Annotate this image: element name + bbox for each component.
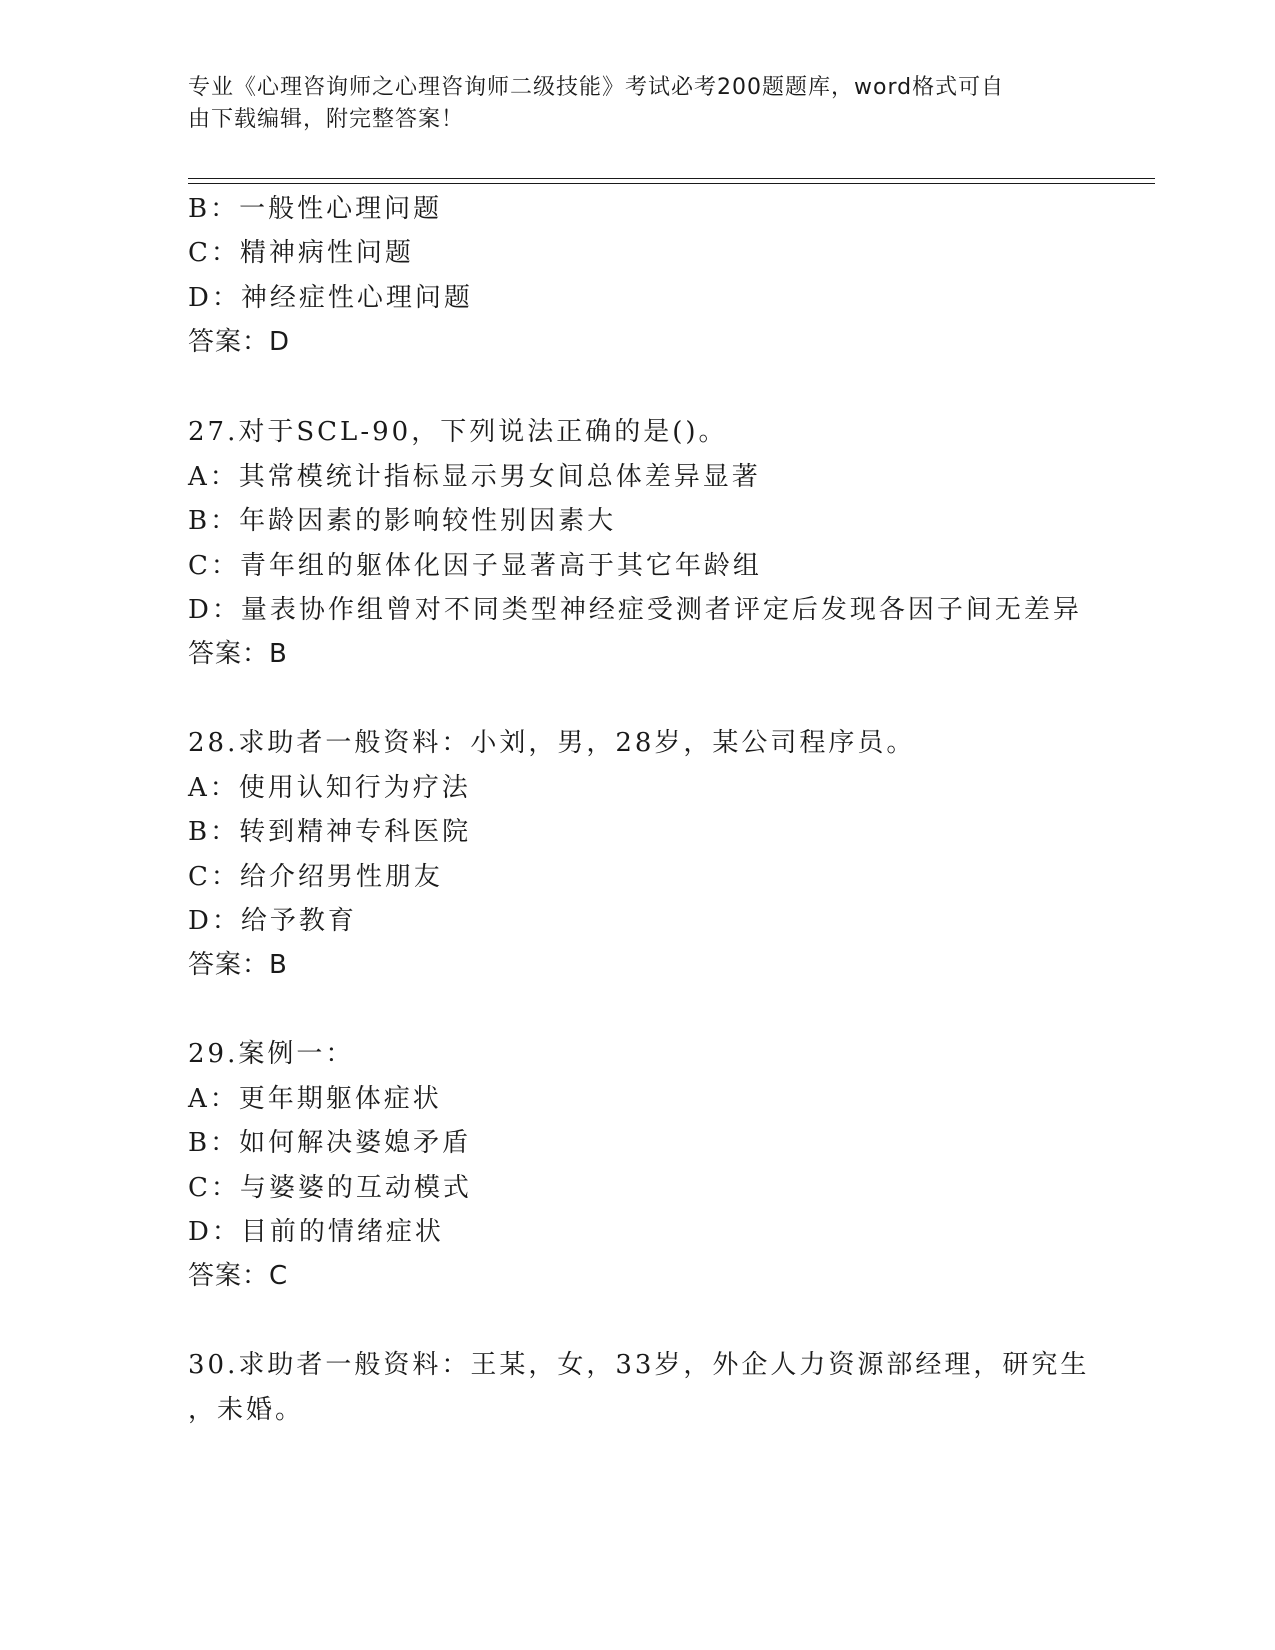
q26-option-d: D：神经症性心理问题 [188,283,473,313]
q28-answer: 答案：B [188,950,288,980]
q29-answer: 答案：C [188,1261,289,1291]
q26-option-c: C：精神病性问题 [188,238,414,268]
q27-option-c: C：青年组的躯体化因子显著高于其它年龄组 [188,551,762,581]
q29-stem: 29.案例一： [188,1039,355,1069]
header-line-2: 由下载编辑，附完整答案！ [188,107,465,132]
q29-option-a: A：更年期躯体症状 [188,1084,442,1114]
header-divider-bottom [188,183,1155,184]
q27-option-d: D：量表协作组曾对不同类型神经症受测者评定后发现各因子间无差异 [188,595,1082,625]
q28-stem: 28.求助者一般资料：小刘，男，28岁，某公司程序员。 [188,728,916,758]
q29-option-d: D：目前的情绪症状 [188,1217,444,1247]
q28-option-c: C：给介绍男性朋友 [188,862,443,892]
header-divider-top [188,178,1155,179]
header-line-1: 专业《心理咨询师之心理咨询师二级技能》考试必考200题题库，word格式可自 [188,75,1005,100]
q27-option-b: B：年龄因素的影响较性别因素大 [188,506,617,536]
q29-option-c: C：与婆婆的互动模式 [188,1173,472,1203]
q27-option-a: A：其常模统计指标显示男女间总体差异显著 [188,462,761,492]
q30-stem-line-2: ，未婚。 [188,1395,305,1425]
q30-stem-line-1: 30.求助者一般资料：王某，女，33岁，外企人力资源部经理，研究生 [188,1350,1090,1380]
q27-stem: 27.对于SCL-90，下列说法正确的是()。 [188,417,728,447]
q26-answer: 答案：D [188,327,291,357]
q29-option-b: B：如何解决婆媳矛盾 [188,1128,472,1158]
document-header [188,72,1088,136]
q27-answer: 答案：B [188,639,288,669]
q28-option-b: B：转到精神专科医院 [188,817,472,847]
q26-option-b: B：一般性心理问题 [188,194,443,224]
q28-option-d: D：给予教育 [188,906,357,936]
q28-option-a: A：使用认知行为疗法 [188,773,471,803]
